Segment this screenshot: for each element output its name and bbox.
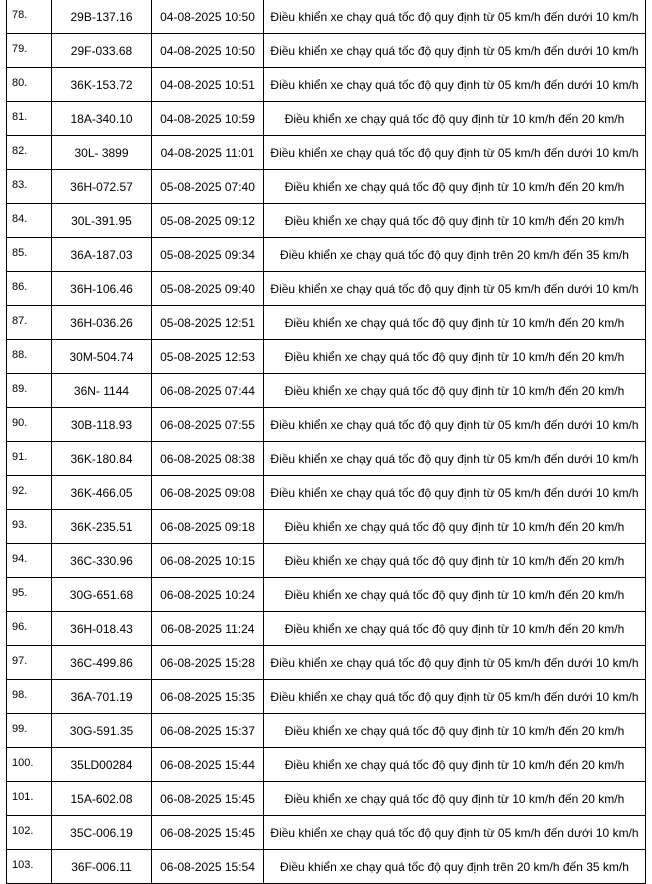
violation-description: Điều khiển xe chạy quá tốc độ quy định từ 10 km/h đến 20 km/h (264, 306, 646, 340)
table-row (7, 578, 646, 612)
violation-time: 06-08-2025 15:54 (152, 850, 264, 884)
table-row (7, 0, 646, 34)
row-number: 96. (7, 612, 52, 646)
violation-time: 05-08-2025 07:40 (152, 170, 264, 204)
license-plate: 36K-235.51 (52, 510, 152, 544)
violation-table-body (7, 0, 646, 884)
table-row (7, 748, 646, 782)
table-row (7, 646, 646, 680)
table-row (7, 408, 646, 442)
violation-description: Điều khiển xe chạy quá tốc độ quy định từ 05 km/h đến dưới 10 km/h (264, 68, 646, 102)
violation-time: 06-08-2025 15:44 (152, 748, 264, 782)
violation-description: Điều khiển xe chạy quá tốc độ quy định trên 20 km/h đến 35 km/h (264, 238, 646, 272)
license-plate: 36K-180.84 (52, 442, 152, 476)
violation-time: 05-08-2025 09:40 (152, 272, 264, 306)
violation-description: Điều khiển xe chạy quá tốc độ quy định từ 10 km/h đến 20 km/h (264, 204, 646, 238)
violation-description: Điều khiển xe chạy quá tốc độ quy định từ 10 km/h đến 20 km/h (264, 612, 646, 646)
table-row (7, 374, 646, 408)
violation-description: Điều khiển xe chạy quá tốc độ quy định từ 05 km/h đến dưới 10 km/h (264, 816, 646, 850)
violation-description: Điều khiển xe chạy quá tốc độ quy định từ 05 km/h đến dưới 10 km/h (264, 476, 646, 510)
row-number: 103. (7, 850, 52, 884)
violation-description: Điều khiển xe chạy quá tốc độ quy định từ 10 km/h đến 20 km/h (264, 748, 646, 782)
license-plate: 30M-504.74 (52, 340, 152, 374)
violation-time: 06-08-2025 15:28 (152, 646, 264, 680)
violation-description: Điều khiển xe chạy quá tốc độ quy định từ 10 km/h đến 20 km/h (264, 578, 646, 612)
row-number: 89. (7, 374, 52, 408)
row-number: 99. (7, 714, 52, 748)
license-plate: 30G-591.35 (52, 714, 152, 748)
license-plate: 36C-499.86 (52, 646, 152, 680)
table-row (7, 272, 646, 306)
table-row (7, 136, 646, 170)
row-number: 92. (7, 476, 52, 510)
violation-time: 06-08-2025 11:24 (152, 612, 264, 646)
row-number: 86. (7, 272, 52, 306)
violation-description: Điều khiển xe chạy quá tốc độ quy định từ 05 km/h đến dưới 10 km/h (264, 0, 646, 34)
row-number: 84. (7, 204, 52, 238)
row-number: 82. (7, 136, 52, 170)
table-row (7, 782, 646, 816)
violation-time: 06-08-2025 09:08 (152, 476, 264, 510)
license-plate: 35LD00284 (52, 748, 152, 782)
violation-time: 06-08-2025 08:38 (152, 442, 264, 476)
license-plate: 36H-106.46 (52, 272, 152, 306)
license-plate: 30B-118.93 (52, 408, 152, 442)
violation-description: Điều khiển xe chạy quá tốc độ quy định trên 20 km/h đến 35 km/h (264, 850, 646, 884)
license-plate: 30L- 3899 (52, 136, 152, 170)
row-number: 102. (7, 816, 52, 850)
violation-time: 06-08-2025 07:55 (152, 408, 264, 442)
violation-time: 06-08-2025 15:45 (152, 782, 264, 816)
table-row (7, 68, 646, 102)
license-plate: 30G-651.68 (52, 578, 152, 612)
row-number: 88. (7, 340, 52, 374)
violation-description: Điều khiển xe chạy quá tốc độ quy định từ 10 km/h đến 20 km/h (264, 170, 646, 204)
license-plate: 36K-466.05 (52, 476, 152, 510)
row-number: 97. (7, 646, 52, 680)
license-plate: 36F-006.11 (52, 850, 152, 884)
table-row (7, 306, 646, 340)
table-row (7, 680, 646, 714)
violation-time: 06-08-2025 10:24 (152, 578, 264, 612)
violation-description: Điều khiển xe chạy quá tốc độ quy định từ 10 km/h đến 20 km/h (264, 714, 646, 748)
violation-description: Điều khiển xe chạy quá tốc độ quy định từ 10 km/h đến 20 km/h (264, 782, 646, 816)
violation-time: 04-08-2025 10:59 (152, 102, 264, 136)
table-row (7, 510, 646, 544)
license-plate: 36H-018.43 (52, 612, 152, 646)
violation-time: 05-08-2025 12:51 (152, 306, 264, 340)
license-plate: 36N- 1144 (52, 374, 152, 408)
license-plate: 36K-153.72 (52, 68, 152, 102)
violation-description: Điều khiển xe chạy quá tốc độ quy định từ 05 km/h đến dưới 10 km/h (264, 646, 646, 680)
violation-time: 05-08-2025 09:12 (152, 204, 264, 238)
table-row (7, 340, 646, 374)
violation-time: 06-08-2025 15:45 (152, 816, 264, 850)
table-row (7, 476, 646, 510)
row-number: 93. (7, 510, 52, 544)
table-row (7, 544, 646, 578)
violation-description: Điều khiển xe chạy quá tốc độ quy định từ 05 km/h đến dưới 10 km/h (264, 272, 646, 306)
table-row (7, 442, 646, 476)
violation-time: 06-08-2025 07:44 (152, 374, 264, 408)
row-number: 94. (7, 544, 52, 578)
license-plate: 15A-602.08 (52, 782, 152, 816)
row-number: 91. (7, 442, 52, 476)
violation-time: 04-08-2025 10:51 (152, 68, 264, 102)
violation-time: 05-08-2025 09:34 (152, 238, 264, 272)
row-number: 85. (7, 238, 52, 272)
row-number: 98. (7, 680, 52, 714)
license-plate: 29F-033.68 (52, 34, 152, 68)
license-plate: 36H-072.57 (52, 170, 152, 204)
violation-description: Điều khiển xe chạy quá tốc độ quy định từ 05 km/h đến dưới 10 km/h (264, 136, 646, 170)
violation-description: Điều khiển xe chạy quá tốc độ quy định từ 10 km/h đến 20 km/h (264, 544, 646, 578)
violation-time: 06-08-2025 10:15 (152, 544, 264, 578)
violation-time: 04-08-2025 10:50 (152, 34, 264, 68)
license-plate: 29B-137.16 (52, 0, 152, 34)
table-row (7, 204, 646, 238)
violation-description: Điều khiển xe chạy quá tốc độ quy định từ 10 km/h đến 20 km/h (264, 340, 646, 374)
row-number: 101. (7, 782, 52, 816)
violation-description: Điều khiển xe chạy quá tốc độ quy định từ 10 km/h đến 20 km/h (264, 374, 646, 408)
table-row (7, 102, 646, 136)
violation-time: 06-08-2025 15:35 (152, 680, 264, 714)
license-plate: 30L-391.95 (52, 204, 152, 238)
violation-description: Điều khiển xe chạy quá tốc độ quy định từ 05 km/h đến dưới 10 km/h (264, 442, 646, 476)
license-plate: 36C-330.96 (52, 544, 152, 578)
violation-time: 04-08-2025 10:50 (152, 0, 264, 34)
license-plate: 36H-036.26 (52, 306, 152, 340)
row-number: 78. (7, 0, 52, 34)
license-plate: 18A-340.10 (52, 102, 152, 136)
table-row (7, 612, 646, 646)
violation-time: 04-08-2025 11:01 (152, 136, 264, 170)
violation-time: 06-08-2025 09:18 (152, 510, 264, 544)
row-number: 81. (7, 102, 52, 136)
violation-description: Điều khiển xe chạy quá tốc độ quy định từ 10 km/h đến 20 km/h (264, 510, 646, 544)
row-number: 90. (7, 408, 52, 442)
row-number: 79. (7, 34, 52, 68)
row-number: 83. (7, 170, 52, 204)
violation-time: 06-08-2025 15:37 (152, 714, 264, 748)
row-number: 100. (7, 748, 52, 782)
table-row (7, 816, 646, 850)
table-row (7, 714, 646, 748)
row-number: 80. (7, 68, 52, 102)
table-row (7, 170, 646, 204)
violation-table (6, 0, 646, 884)
license-plate: 36A-701.19 (52, 680, 152, 714)
violation-time: 05-08-2025 12:53 (152, 340, 264, 374)
row-number: 87. (7, 306, 52, 340)
license-plate: 35C-006.19 (52, 816, 152, 850)
table-row (7, 34, 646, 68)
table-row (7, 850, 646, 884)
violation-description: Điều khiển xe chạy quá tốc độ quy định từ 05 km/h đến dưới 10 km/h (264, 408, 646, 442)
violation-description: Điều khiển xe chạy quá tốc độ quy định từ 05 km/h đến dưới 10 km/h (264, 680, 646, 714)
row-number: 95. (7, 578, 52, 612)
license-plate: 36A-187.03 (52, 238, 152, 272)
violation-description: Điều khiển xe chạy quá tốc độ quy định từ 10 km/h đến 20 km/h (264, 102, 646, 136)
table-row (7, 238, 646, 272)
violation-description: Điều khiển xe chạy quá tốc độ quy định từ 05 km/h đến dưới 10 km/h (264, 34, 646, 68)
